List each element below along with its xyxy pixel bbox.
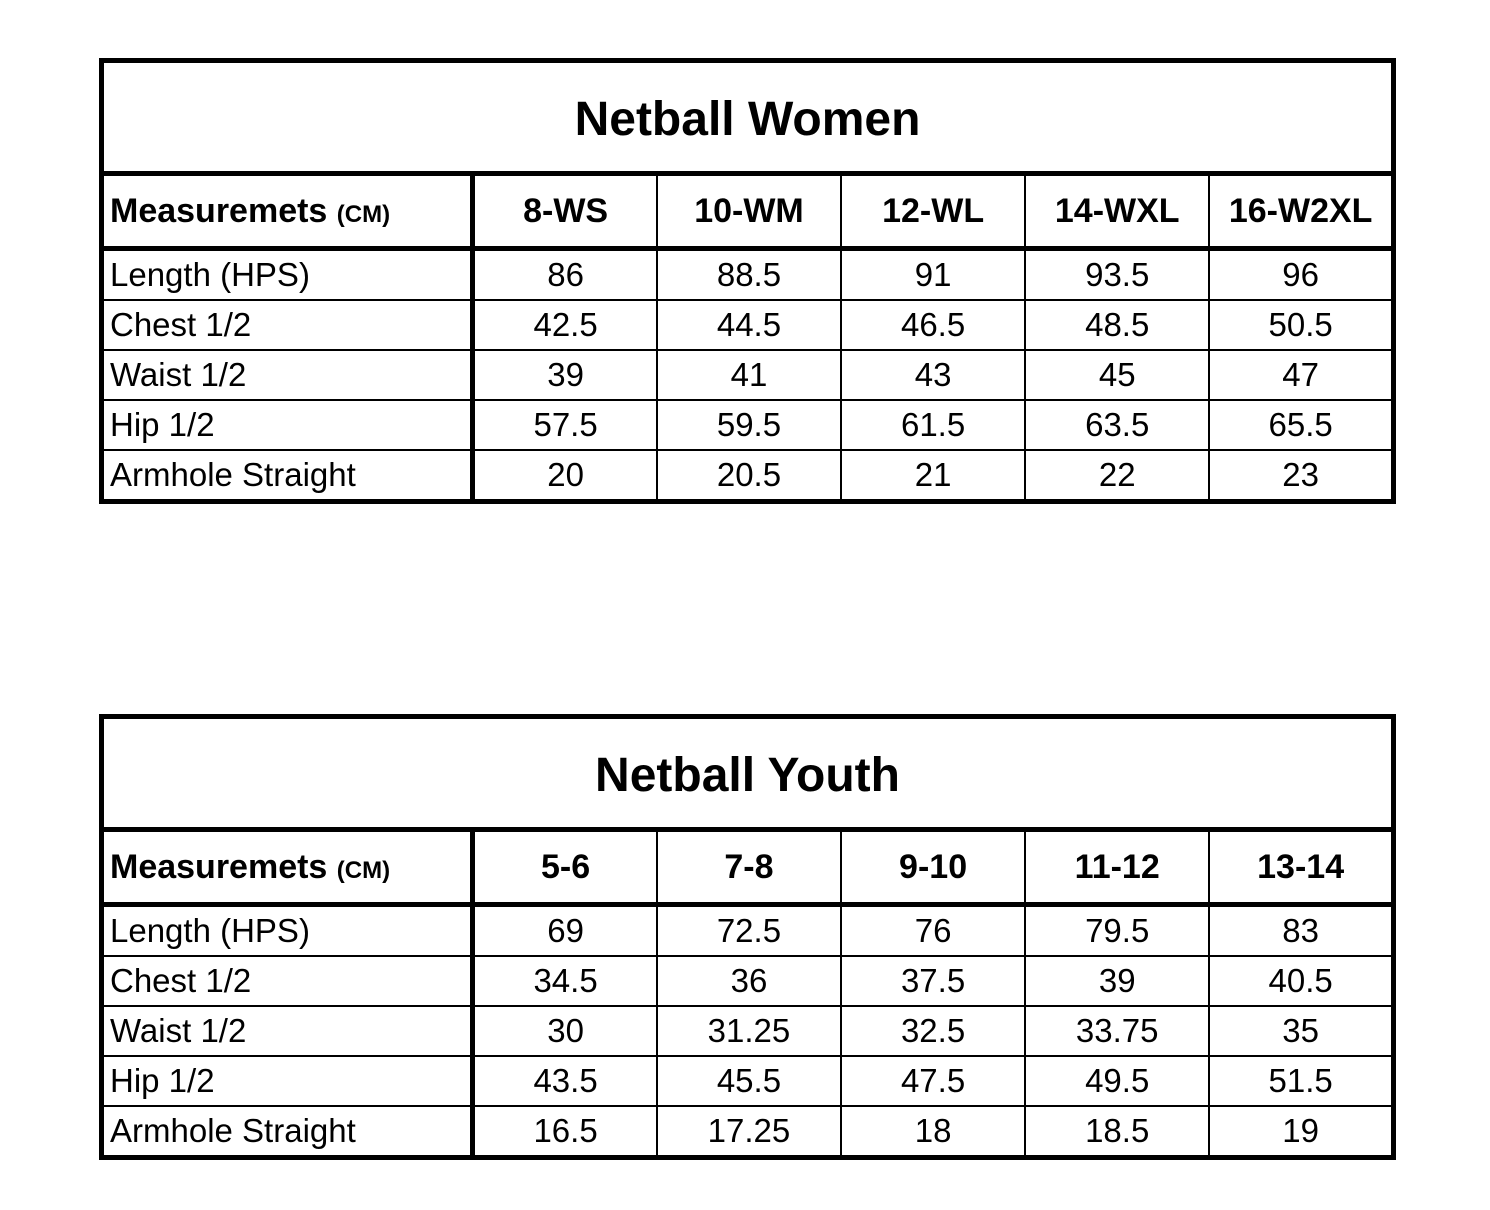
table-cell: 22 <box>1025 450 1209 502</box>
table-cell: 19 <box>1209 1106 1393 1158</box>
table-cell: 43 <box>841 350 1025 400</box>
measurements-header <box>102 830 473 905</box>
table-cell: 18.5 <box>1025 1106 1209 1158</box>
table-cell: 47.5 <box>841 1056 1025 1106</box>
table-row <box>102 350 1394 400</box>
table-row <box>102 1056 1394 1106</box>
row-label: Hip 1/2 <box>102 400 473 450</box>
table-cell: 49.5 <box>1025 1056 1209 1106</box>
size-header: 7-8 <box>657 830 841 905</box>
size-header: 13-14 <box>1209 830 1393 905</box>
table-row <box>102 450 1394 502</box>
table-cell: 20.5 <box>657 450 841 502</box>
size-header: 11-12 <box>1025 830 1209 905</box>
table-row <box>102 249 1394 301</box>
header-row <box>102 830 1394 905</box>
row-label: Length (HPS) <box>102 905 473 957</box>
unit-label: (CM) <box>336 200 391 228</box>
table-cell: 23 <box>1209 450 1393 502</box>
measurements-header <box>102 174 473 249</box>
header-row <box>102 174 1394 249</box>
table-cell: 51.5 <box>1209 1056 1393 1106</box>
table-cell: 91 <box>841 249 1025 301</box>
table-cell: 34.5 <box>473 956 657 1006</box>
table-cell: 63.5 <box>1025 400 1209 450</box>
table-row <box>102 956 1394 1006</box>
row-label: Waist 1/2 <box>102 1006 473 1056</box>
table-cell: 30 <box>473 1006 657 1056</box>
table-cell: 96 <box>1209 249 1393 301</box>
table-cell: 20 <box>473 450 657 502</box>
table-cell: 39 <box>473 350 657 400</box>
table-cell: 44.5 <box>657 300 841 350</box>
table-cell: 18 <box>841 1106 1025 1158</box>
table-cell: 79.5 <box>1025 905 1209 957</box>
measurements-header-label: Measuremets <box>110 847 328 886</box>
table-title: Netball Youth <box>102 717 1394 830</box>
table-cell: 76 <box>841 905 1025 957</box>
row-label: Chest 1/2 <box>102 300 473 350</box>
row-label: Waist 1/2 <box>102 350 473 400</box>
size-header: 9-10 <box>841 830 1025 905</box>
table-cell: 43.5 <box>473 1056 657 1106</box>
table-cell: 32.5 <box>841 1006 1025 1056</box>
table-cell: 65.5 <box>1209 400 1393 450</box>
row-label: Armhole Straight <box>102 1106 473 1158</box>
measurements-header-label: Measuremets <box>110 191 328 230</box>
table-cell: 35 <box>1209 1006 1393 1056</box>
table-cell: 16.5 <box>473 1106 657 1158</box>
women-size-table <box>99 58 1396 504</box>
size-header: 5-6 <box>473 830 657 905</box>
table-cell: 42.5 <box>473 300 657 350</box>
table-row <box>102 300 1394 350</box>
size-header: 16-W2XL <box>1209 174 1393 249</box>
table-cell: 41 <box>657 350 841 400</box>
table-cell: 39 <box>1025 956 1209 1006</box>
table-cell: 88.5 <box>657 249 841 301</box>
row-label: Length (HPS) <box>102 249 473 301</box>
table-cell: 57.5 <box>473 400 657 450</box>
size-header: 12-WL <box>841 174 1025 249</box>
table-cell: 93.5 <box>1025 249 1209 301</box>
table-cell: 33.75 <box>1025 1006 1209 1056</box>
table-cell: 40.5 <box>1209 956 1393 1006</box>
table-cell: 46.5 <box>841 300 1025 350</box>
table-cell: 45.5 <box>657 1056 841 1106</box>
table-cell: 36 <box>657 956 841 1006</box>
table-cell: 69 <box>473 905 657 957</box>
table-row <box>102 905 1394 957</box>
row-label: Hip 1/2 <box>102 1056 473 1106</box>
table-cell: 31.25 <box>657 1006 841 1056</box>
size-header: 14-WXL <box>1025 174 1209 249</box>
table-cell: 47 <box>1209 350 1393 400</box>
table-cell: 37.5 <box>841 956 1025 1006</box>
table-cell: 72.5 <box>657 905 841 957</box>
table-title: Netball Women <box>102 61 1394 174</box>
table-cell: 21 <box>841 450 1025 502</box>
table-row <box>102 400 1394 450</box>
table-cell: 83 <box>1209 905 1393 957</box>
table-cell: 48.5 <box>1025 300 1209 350</box>
table-row <box>102 1006 1394 1056</box>
size-header: 8-WS <box>473 174 657 249</box>
table-cell: 86 <box>473 249 657 301</box>
size-header: 10-WM <box>657 174 841 249</box>
table-cell: 17.25 <box>657 1106 841 1158</box>
unit-label: (CM) <box>336 856 391 884</box>
table-cell: 45 <box>1025 350 1209 400</box>
youth-size-table <box>99 714 1396 1160</box>
row-label: Chest 1/2 <box>102 956 473 1006</box>
table-cell: 50.5 <box>1209 300 1393 350</box>
table-cell: 59.5 <box>657 400 841 450</box>
table-cell: 61.5 <box>841 400 1025 450</box>
row-label: Armhole Straight <box>102 450 473 502</box>
table-row <box>102 1106 1394 1158</box>
